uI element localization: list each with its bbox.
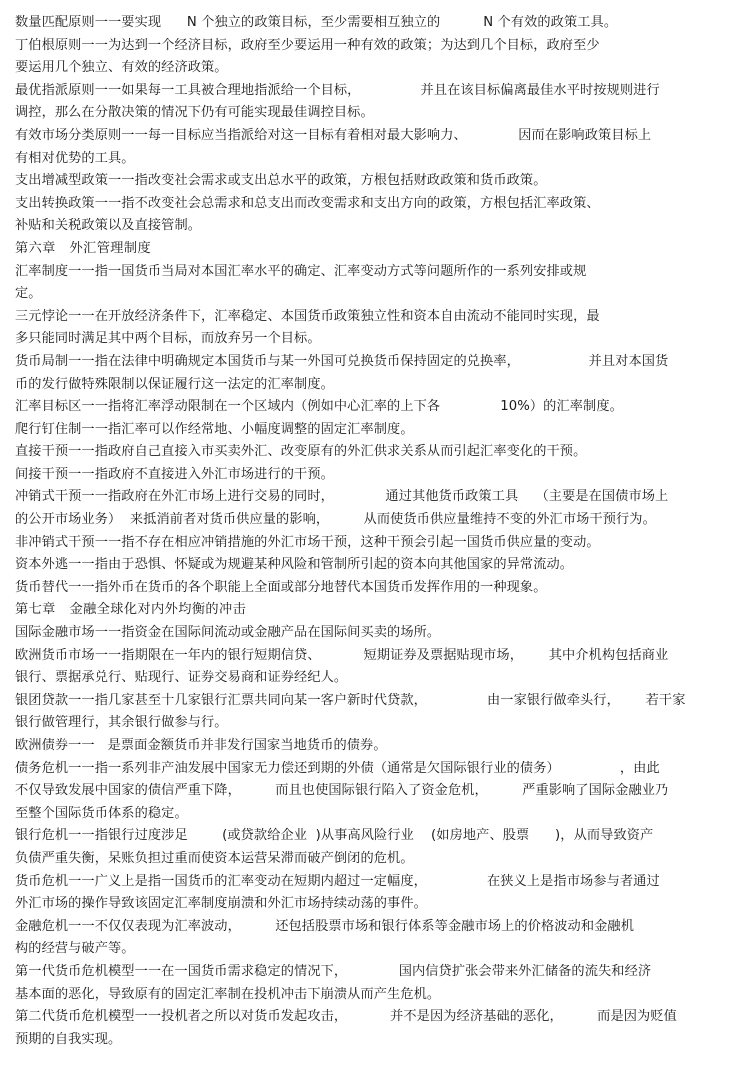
chapter-heading: 第七章 金融全球化对内外均衡的冲击 xyxy=(15,602,247,618)
text-line: 债务危机一一指一系列非产油发展中国家无力偿还到期的外债（通常是欠国际银行业的债务） ，由此 xyxy=(15,760,660,776)
text-line: 货币替代一一指外币在货币的各个职能上全面或部分地替代本国货币发挥作用的一种现象。 xyxy=(15,579,547,595)
text-line: 丁伯根原则一一为达到一个经济目标，政府至少要运用一种有效的政策；为达到几个目标，政府至少 xyxy=(15,37,600,53)
text-line: 最优指派原则一一如果每一工具被合理地指派给一个目标， 并且在该目标偏离最佳水平时按规则进行 xyxy=(15,82,660,98)
text-line: 不仅导致发展中国家的债信严重下降， 而且也使国际银行陷入了资金危机， 严重影响了国际金融业乃 xyxy=(15,783,669,799)
text-line: 三元悖论一一在开放经济条件下，汇率稳定、本国货币政策独立性和资本自由流动不能同时实现，最 xyxy=(15,308,600,324)
text-line: 货币局制一一指在法律中明确规定本国货币与某一外国可兑换货币保持固定的兑换率， 并且对本国货 xyxy=(15,353,669,369)
text-line: 爬行钉住制一一指汇率可以作经常地、小幅度调整的固定汇率制度。 xyxy=(15,421,414,437)
text-line: 银团贷款一一指几家甚至十几家银行汇票共同向某一客户新时代贷款， 由一家银行做牵头行， 若干家 xyxy=(15,692,686,708)
text-line: 的公开市场业务） 来抵消前者对货币供应量的影响， 从而使货币供应量维持不变的外汇市场干预行为。 xyxy=(15,512,656,528)
text-line: 基本面的恶化，导致原有的固定汇率制在投机冲击下崩溃从而产生危机。 xyxy=(15,986,441,1002)
text-line: 预期的自我实现。 xyxy=(15,1031,122,1047)
text-line: 支出转换政策一一指不改变社会总需求和总支出而改变需求和支出方向的政策，方根包括汇率政策、 xyxy=(15,195,600,211)
text-line: 要运用几个独立、有效的经济政策。 xyxy=(15,60,228,76)
text-line: 货币危机一一广义上是指一国货币的汇率变动在短期内超过一定幅度， 在狭义上是指市场参与者通过 xyxy=(15,873,660,889)
text-line: 直接干预一一指政府自己直接入市买卖外汇、改变原有的外汇供求关系从而引起汇率变化的干预。 xyxy=(15,444,587,460)
text-line: 多只能同时满足其中两个目标，而放弃另一个目标。 xyxy=(15,331,321,347)
text-line: 第一代货币危机模型一一在一国货币需求稳定的情况下， 国内信贷扩张会带来外汇储备的流失和经济 xyxy=(15,963,652,979)
text-line: 有相对优势的工具。 xyxy=(15,150,135,166)
text-line: 欧洲货币市场一一指期限在一年内的银行短期信贷、 短期证券及票据贴现市场， 其中介机构包括商业 xyxy=(15,647,669,663)
text-line: 支出增减型政策一一指改变社会需求或支出总水平的政策，方根包括财政政策和货币政策。 xyxy=(15,173,547,189)
text-line: 第二代货币危机模型一一投机者之所以对货币发起攻击， 并不是因为经济基础的恶化， 而是因为贬值 xyxy=(15,1009,677,1025)
text-line: 数量匹配原则一一要实现 N 个独立的政策目标，至少需要相互独立的 N 个有效的政策工具。 xyxy=(15,15,618,30)
text-line: 定。 xyxy=(15,286,42,302)
text-line: 金融危机一一不仅仅表现为汇率波动， 还包括股票市场和银行体系等金融市场上的价格波动和金融机 xyxy=(15,918,634,934)
text-line: 汇率目标区一一指将汇率浮动限制在一个区域内（例如中心汇率的上下各 10%）的汇率制度。 xyxy=(15,399,623,415)
text-line: 补贴和关税政策以及直接管制。 xyxy=(15,218,202,234)
text-line: 冲销式干预一一指政府在外汇市场上进行交易的同时， 通过其他货币政策工具 （主要是在国债市场上 xyxy=(15,489,669,505)
text-line: 负债严重失衡，呆账负担过重而使资本运营呆滞而破产倒闭的危机。 xyxy=(15,850,414,866)
text-line: 调控，那么在分散决策的情况下仍有可能实现最佳调控目标。 xyxy=(15,105,374,121)
text-line: 外汇市场的操作导致该固定汇率制度崩溃和外汇市场持续动荡的事件。 xyxy=(15,896,427,912)
text-line: 间接干预一一指政府不直接进入外汇市场进行的干预。 xyxy=(15,466,334,482)
text-line: 资本外逃一一指由于恐惧、怀疑或为规避某种风险和管制所引起的资本向其他国家的异常流动。 xyxy=(15,557,574,573)
text-line: 构的经营与破产等。 xyxy=(15,941,135,957)
text-line: 非冲销式干预一一指不存在相应冲销措施的外汇市场干预，这种干预会引起一国货币供应量的变动。 xyxy=(15,534,600,550)
text-line: 银行做管理行，其余银行做参与行。 xyxy=(15,715,228,731)
text-line: 欧洲债券一一 是票面金额货币并非发行国家当地货币的债券。 xyxy=(15,738,387,753)
text-line: 有效市场分类原则一一每一目标应当指派给对这一目标有着相对最大影响力、 因而在影响政策目标上 xyxy=(15,127,652,143)
text-line: 币的发行做特殊限制以保证履行这一法定的汇率制度。 xyxy=(15,376,334,392)
text-line: 银行危机一一指银行过度涉足 (或贷款给企业 )从事高风险行业 (如房地产、股票 )，从而导致资产 xyxy=(15,828,654,844)
text-line: 至整个国际货币体系的稳定。 xyxy=(15,805,188,821)
chapter-heading: 第六章 外汇管理制度 xyxy=(15,240,152,256)
text-line: 汇率制度一一指一国货币当局对本国汇率水平的确定、汇率变动方式等问题所作的一系列安排或规 xyxy=(15,263,587,279)
text-line: 国际金融市场一一指资金在国际间流动或金融产品在国际间买卖的场所。 xyxy=(15,625,441,641)
text-line: 银行、票据承兑行、贴现行、证券交易商和证券经纪人。 xyxy=(15,670,348,686)
